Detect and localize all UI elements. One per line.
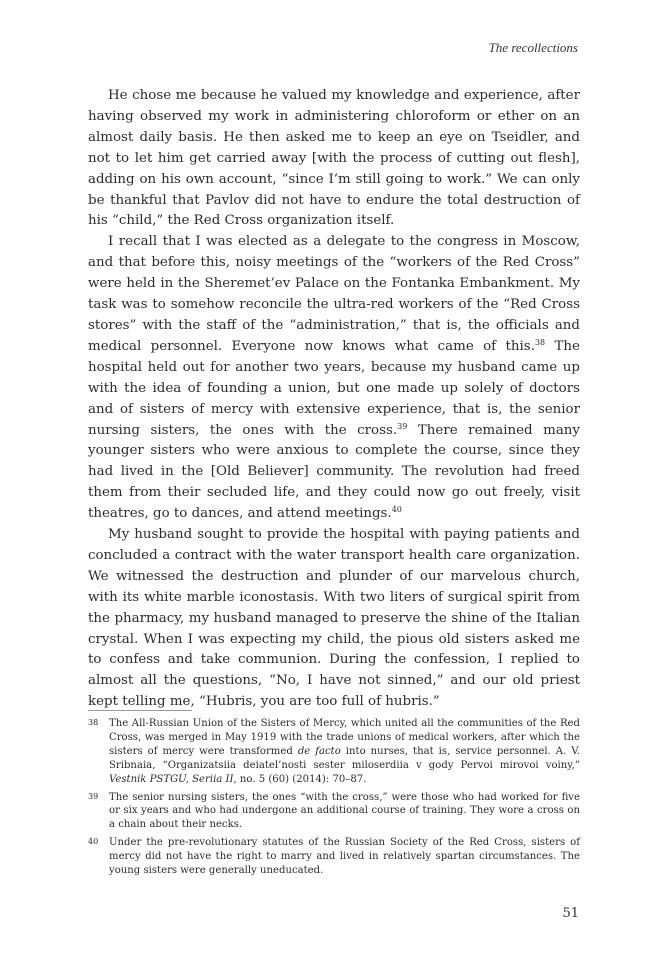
footnote-ref[interactable]: 40 bbox=[391, 505, 402, 515]
text-run: There remained many younger sisters who were anxious to complete the course, since they had lived in the [Old Believer] community. The revolution had freed them from their secluded life, and they could now go out freely, visit theatres, go to dances, and attend meetings. bbox=[88, 422, 580, 522]
body-text bbox=[88, 86, 580, 713]
text-run: My husband sought to provide the hospital with paying patients and concluded a contract with the water transport health care organization. We witnessed the destruction and plunder of our marvelous church, with its white marble iconostasis. With two liters of surgical spirit from the pharmacy, my husband managed to preserve the shine of the Italian crystal. When I was expecting my child, the pious old sisters asked me to confess and take communion. During the confession, I replied to almost all the questions, “No, I have not sinned,” and our old priest kept telling me, “Hubris, you are too full of hubris.” bbox=[88, 527, 580, 710]
footnotes bbox=[88, 717, 580, 882]
footnote-text: The All-Russian Union of the Sisters of Mercy, which united all the communities of the Red Cross, was merged in May 1919 with the trade unions of medical workers, after which the sisters of mercy were transformed bbox=[109, 718, 580, 757]
paragraph bbox=[88, 232, 580, 525]
footnote bbox=[88, 836, 580, 878]
footnote bbox=[88, 717, 580, 787]
footnote-ref[interactable]: 39 bbox=[397, 421, 408, 431]
footnote-number: 40 bbox=[88, 837, 99, 847]
footnote-divider bbox=[88, 710, 192, 711]
footnote-number: 39 bbox=[88, 791, 99, 801]
footnote-text: , no. 5 (60) (2014): 70–87. bbox=[233, 773, 367, 785]
page-number: 51 bbox=[562, 906, 579, 921]
footnote-emphasis: Vestnik PSTGU, Seriia II bbox=[109, 773, 234, 785]
footnote-number: 38 bbox=[88, 718, 99, 727]
running-head: The recollections bbox=[488, 40, 578, 55]
footnote-ref[interactable]: 38 bbox=[534, 337, 546, 347]
text-run: He chose me because he valued my knowledge and experience, after having observed my work in administering chloroform or ether on an almost daily basis. He then asked me to keep an eye on Tseidler, and not to let him get carried away [with the process of cutting out flesh], adding on his own account, “since I’m still going to work.” We can only be thankful that Pavlov did not have to endure the total destruction of his “child,” the Red Cross organization itself. bbox=[88, 88, 580, 229]
paragraph bbox=[88, 525, 580, 713]
footnote-text: into nurses, that is, service personnel. A. V. Sribnaia, “Organizatsiia deiatel’nosti sester miloserdiia v gody Pervoi mirovoi voiny,” bbox=[109, 745, 580, 771]
footnote-text: The senior nursing sisters, the ones “with the cross,” were those who had worked for five or six years and who had undergone an additional course of training. They wore a cross on a chain about their necks. bbox=[109, 791, 580, 831]
footnote bbox=[88, 791, 580, 833]
paragraph bbox=[88, 86, 580, 232]
text-run: The hospital held out for another two years, because my husband came up with the idea of founding a union, but one made up solely of doctors and of sisters of mercy with extensive experience, that is, the senior nursing sisters, the ones with the cross. bbox=[88, 338, 580, 438]
text-run: I recall that I was elected as a delegate to the congress in Moscow, and that before this, noisy meetings of the “workers of the Red Cross” were held in the Sheremet’ev Palace on the Fontanka Embankment. My task was to somehow reconcile the ultra-red workers of the “Red Cross stores” with the staff of the “administration,” that is, the officials and medical personnel. Everyone now knows what came of this. bbox=[88, 234, 580, 354]
footnote-emphasis: de facto bbox=[297, 745, 341, 757]
footnote-text: Under the pre-revolutionary statutes of the Russian Society of the Red Cross, sisters of mercy did not have the right to marry and lived in relatively spartan circumstances. The young sisters were generally uneducated. bbox=[109, 837, 580, 877]
